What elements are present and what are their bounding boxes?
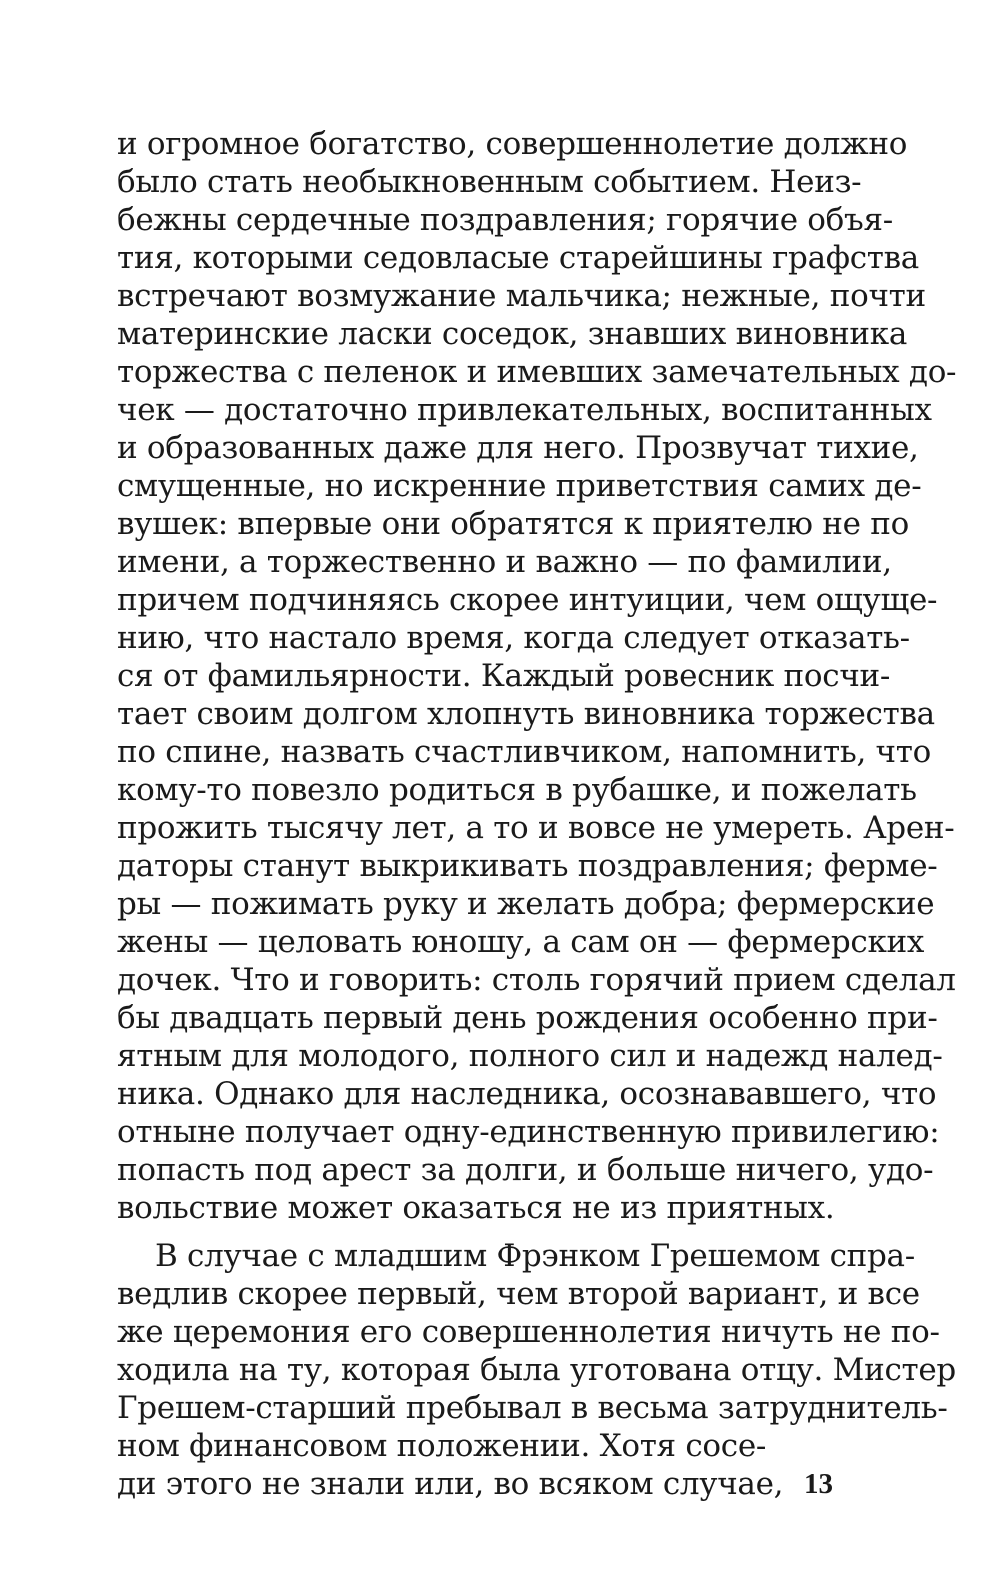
text-line: тия, которыми седовласые старейшины графства [117, 240, 919, 276]
text-line: ходила на ту, которая была уготована отцу. Мистер [117, 1352, 956, 1388]
text-line: даторы станут выкрикивать поздравления; ферме- [117, 848, 938, 884]
text-line: по спине, назвать счастливчиком, напомнить, что [117, 734, 931, 770]
text-line: встречают возмужание мальчика; нежные, почти [117, 278, 926, 314]
text-line: бежны сердечные поздравления; горячие объя- [117, 202, 893, 238]
text-line: ди этого не знали или, во всяком случае, [117, 1466, 784, 1502]
text-line: чек — достаточно привлекательных, воспитанных [117, 392, 932, 428]
text-line: торжества с пеленок и имевших замечательных до- [117, 354, 957, 390]
paragraph-2 [117, 1237, 956, 1503]
text-line: и образованных даже для него. Прозвучат тихие, [117, 430, 919, 466]
text-line: ном финансовом положении. Хотя сосе- [117, 1428, 767, 1464]
text-line: смущенные, но искренние приветствия самих де- [117, 468, 922, 504]
text-line: Грешем-старший пребывал в весьма затруднитель- [117, 1390, 948, 1426]
text-line: отныне получает одну-единственную привилегию: [117, 1114, 940, 1150]
text-line: попасть под арест за долги, и больше ничего, удо- [117, 1152, 934, 1188]
text-line: вольствие может оказаться не из приятных. [117, 1190, 835, 1226]
text-line: ведлив скорее первый, чем второй вариант, и все [117, 1276, 920, 1312]
last-line-row [117, 1465, 833, 1503]
text-line: ятным для молодого, полного сил и надежд налед- [117, 1038, 943, 1074]
text-line: жены — целовать юношу, а сам он — фермерских [117, 924, 925, 960]
text-line: В случае с младшим Фрэнком Грешемом спра- [155, 1238, 915, 1274]
text-line: бы двадцать первый день рождения особенно при- [117, 1000, 938, 1036]
text-line: ника. Однако для наследника, осознававшего, что [117, 1076, 937, 1112]
text-line: имени, а торжественно и важно — по фамилии, [117, 544, 892, 580]
text-line: вушек: впервые они обратятся к приятелю не по [117, 506, 909, 542]
text-line: и огромное богатство, совершеннолетие должно [117, 126, 908, 162]
text-line: нию, что настало время, когда следует отказать- [117, 620, 910, 656]
page-number: 13 [804, 1468, 833, 1500]
paragraph-1 [117, 125, 957, 1227]
text-line: ся от фамильярности. Каждый ровесник посчи- [117, 658, 891, 694]
text-line: прожить тысячу лет, а то и вовсе не умереть. Арен- [117, 810, 955, 846]
page-text-block [117, 125, 957, 1503]
text-line: было стать необыкновенным событием. Неиз- [117, 164, 862, 200]
text-line: кому-то повезло родиться в рубашке, и пожелать [117, 772, 917, 808]
text-line: же церемония его совершеннолетия ничуть не по- [117, 1314, 940, 1350]
text-line: причем подчиняясь скорее интуиции, чем ощуще- [117, 582, 938, 618]
text-line: материнские ласки соседок, знавших виновника [117, 316, 908, 352]
text-line: тает своим долгом хлопнуть виновника торжества [117, 696, 935, 732]
text-line: ры — пожимать руку и желать добра; фермерские [117, 886, 935, 922]
text-line: дочек. Что и говорить: столь горячий прием сделал [117, 962, 956, 998]
